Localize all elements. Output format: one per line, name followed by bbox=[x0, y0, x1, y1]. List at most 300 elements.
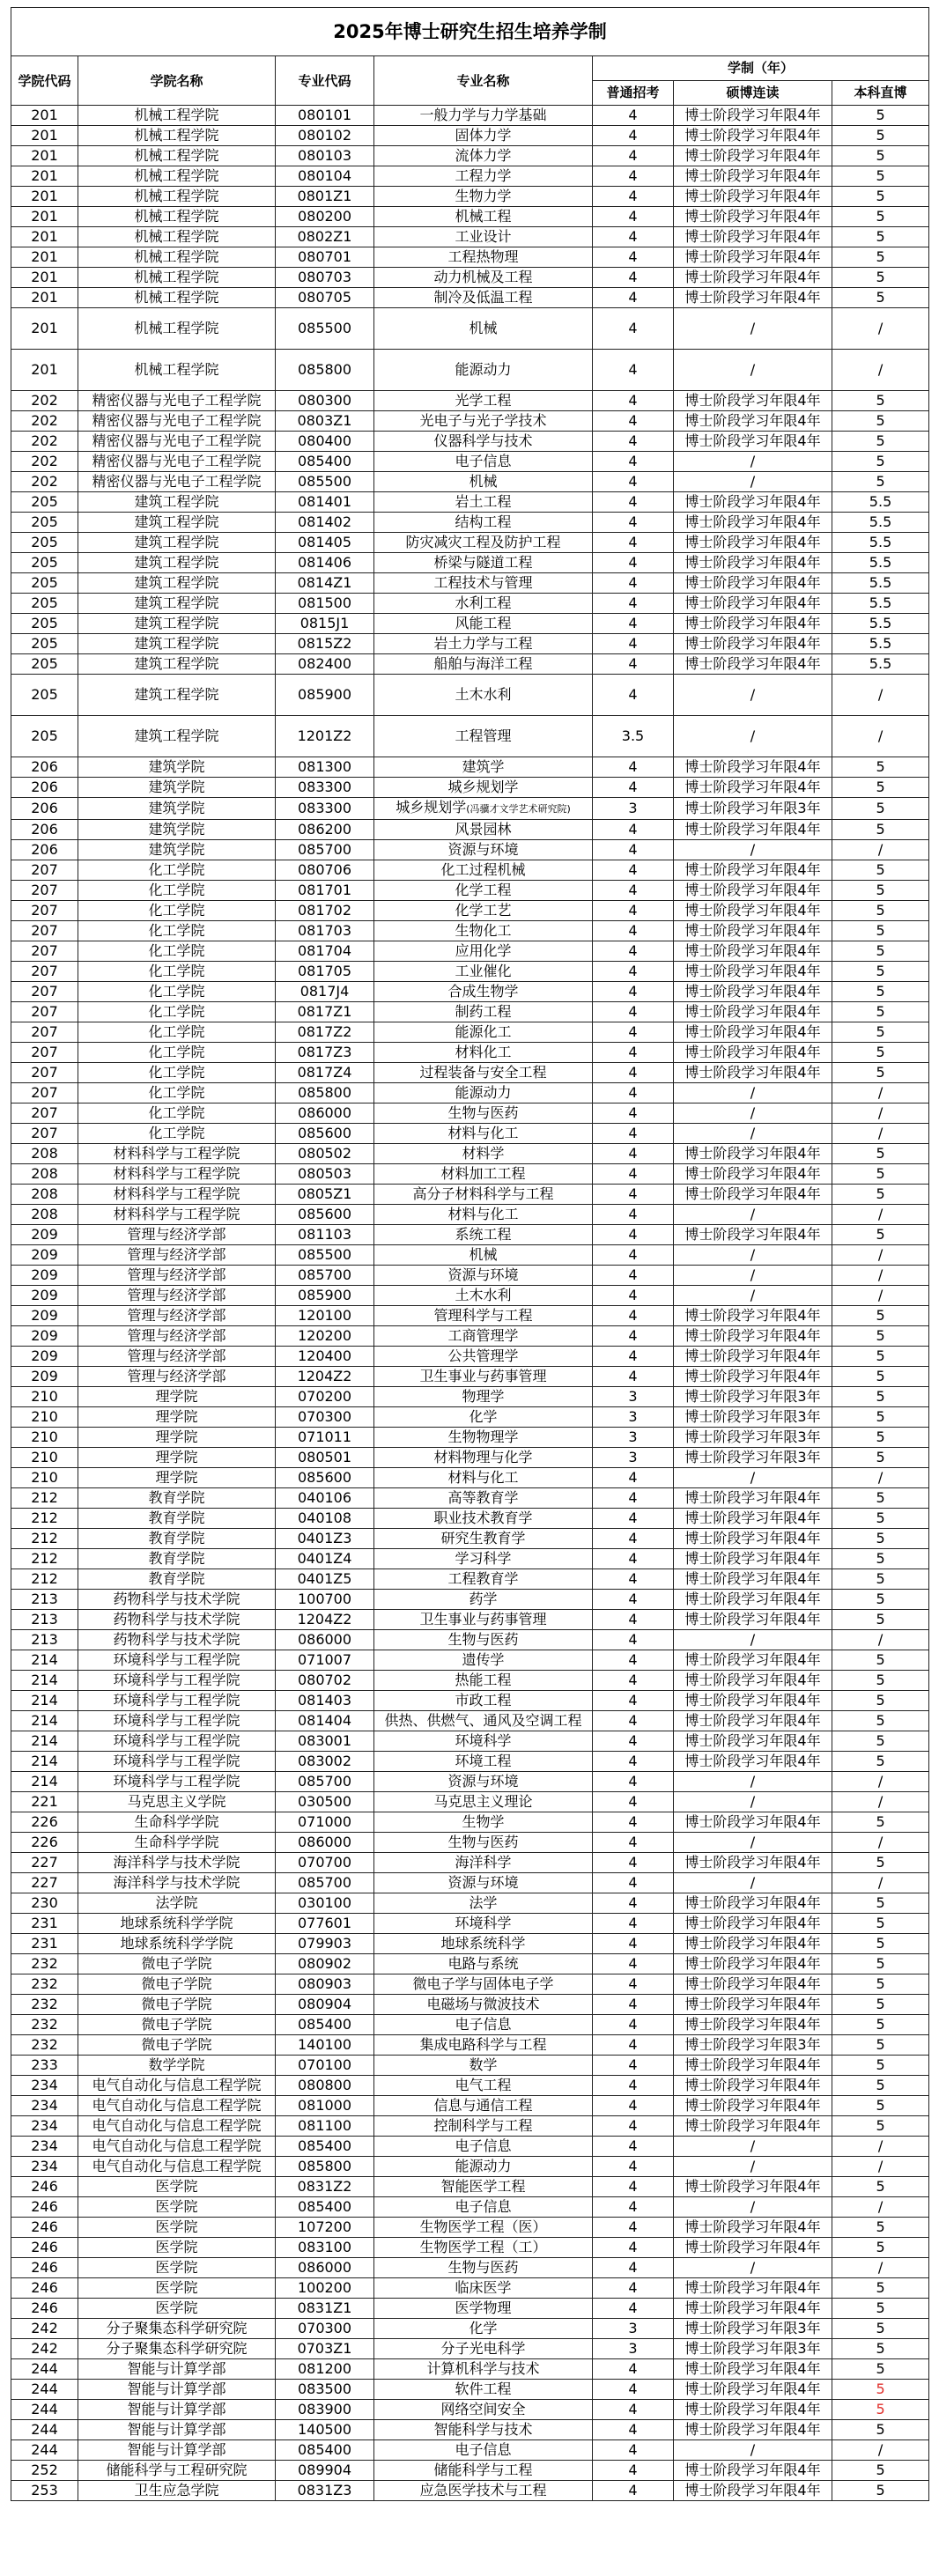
cell-college-code: 209 bbox=[11, 1245, 78, 1266]
cell-college-code: 214 bbox=[11, 1711, 78, 1731]
cell-undergrad-direct: 5 bbox=[832, 1954, 929, 1974]
cell-major-code: 085400 bbox=[276, 452, 374, 472]
cell-master-doctor: 博士阶段学习年限4年 bbox=[674, 1549, 832, 1569]
cell-undergrad-direct: 5 bbox=[832, 2096, 929, 2116]
cell-college-code: 212 bbox=[11, 1488, 78, 1509]
cell-major-name: 资源与环境 bbox=[374, 1873, 593, 1893]
cell-major-name: 生物医学工程（医） bbox=[374, 2218, 593, 2238]
cell-general: 4 bbox=[593, 166, 674, 187]
cell-college-name: 建筑工程学院 bbox=[78, 634, 276, 654]
cell-major-code: 0831Z2 bbox=[276, 2177, 374, 2197]
cell-general: 4 bbox=[593, 1772, 674, 1792]
cell-undergrad-direct: / bbox=[832, 1792, 929, 1812]
cell-major-code: 085800 bbox=[276, 1083, 374, 1103]
cell-master-doctor: 博士阶段学习年限4年 bbox=[674, 778, 832, 798]
cell-undergrad-direct: / bbox=[832, 1772, 929, 1792]
cell-undergrad-direct: 5 bbox=[832, 126, 929, 146]
cell-general: 4 bbox=[593, 513, 674, 533]
table-row bbox=[11, 573, 929, 594]
cell-college-code: 205 bbox=[11, 654, 78, 675]
cell-undergrad-direct: 5.5 bbox=[832, 553, 929, 573]
cell-master-doctor: 博士阶段学习年限4年 bbox=[674, 1185, 832, 1205]
table-row bbox=[11, 1164, 929, 1185]
cell-master-doctor: / bbox=[674, 1468, 832, 1488]
cell-college-code: 234 bbox=[11, 2137, 78, 2157]
cell-major-code: 083002 bbox=[276, 1752, 374, 1772]
cell-undergrad-direct: 5 bbox=[832, 1934, 929, 1954]
cell-major-name: 工程技术与管理 bbox=[374, 573, 593, 594]
cell-master-doctor: 博士阶段学习年限4年 bbox=[674, 288, 832, 308]
cell-master-doctor: 博士阶段学习年限4年 bbox=[674, 1995, 832, 2015]
cell-master-doctor: 博士阶段学习年限4年 bbox=[674, 757, 832, 778]
cell-major-code: 080903 bbox=[276, 1974, 374, 1995]
cell-major-code: 085600 bbox=[276, 1468, 374, 1488]
cell-college-name: 化工学院 bbox=[78, 1083, 276, 1103]
cell-undergrad-direct: 5 bbox=[832, 1995, 929, 2015]
cell-college-code: 234 bbox=[11, 2116, 78, 2137]
cell-undergrad-direct: / bbox=[832, 308, 929, 350]
table-row bbox=[11, 432, 929, 452]
table-row bbox=[11, 2157, 929, 2177]
cell-master-doctor: 博士阶段学习年限4年 bbox=[674, 247, 832, 268]
cell-general: 4 bbox=[593, 1650, 674, 1671]
cell-general: 4 bbox=[593, 1995, 674, 2015]
cell-college-code: 234 bbox=[11, 2076, 78, 2096]
cell-undergrad-direct: / bbox=[832, 1286, 929, 1306]
cell-undergrad-direct: 5 bbox=[832, 1974, 929, 1995]
table-row bbox=[11, 106, 929, 126]
cell-master-doctor: / bbox=[674, 675, 832, 716]
cell-college-code: 221 bbox=[11, 1792, 78, 1812]
cell-undergrad-direct: 5 bbox=[832, 1043, 929, 1063]
cell-undergrad-direct: 5 bbox=[832, 1893, 929, 1914]
cell-general: 4 bbox=[593, 1792, 674, 1812]
cell-college-code: 207 bbox=[11, 1043, 78, 1063]
cell-undergrad-direct: 5 bbox=[832, 1812, 929, 1833]
cell-undergrad-direct: 5 bbox=[832, 1853, 929, 1873]
cell-undergrad-direct: 5 bbox=[832, 2359, 929, 2380]
cell-undergrad-direct: 5 bbox=[832, 881, 929, 901]
cell-general: 4 bbox=[593, 411, 674, 432]
cell-major-code: 085700 bbox=[276, 1873, 374, 1893]
cell-college-name: 教育学院 bbox=[78, 1509, 276, 1529]
cell-general: 4 bbox=[593, 982, 674, 1002]
cell-major-name: 应用化学 bbox=[374, 941, 593, 962]
cell-undergrad-direct: / bbox=[832, 1630, 929, 1650]
cell-master-doctor: 博士阶段学习年限4年 bbox=[674, 126, 832, 146]
cell-college-code: 201 bbox=[11, 308, 78, 350]
table-row bbox=[11, 411, 929, 432]
cell-college-name: 机械工程学院 bbox=[78, 207, 276, 227]
cell-major-code: 080705 bbox=[276, 288, 374, 308]
cell-master-doctor: 博士阶段学习年限4年 bbox=[674, 594, 832, 614]
cell-master-doctor: 博士阶段学习年限4年 bbox=[674, 941, 832, 962]
cell-master-doctor: 博士阶段学习年限4年 bbox=[674, 492, 832, 513]
cell-college-name: 环境科学与工程学院 bbox=[78, 1731, 276, 1752]
header-system: 学制（年） bbox=[593, 56, 929, 81]
cell-general: 3 bbox=[593, 1448, 674, 1468]
cell-major-code: 081100 bbox=[276, 2116, 374, 2137]
table-row bbox=[11, 1731, 929, 1752]
cell-undergrad-direct: 5 bbox=[832, 1731, 929, 1752]
cell-major-name: 水利工程 bbox=[374, 594, 593, 614]
cell-undergrad-direct: 5 bbox=[832, 2056, 929, 2076]
cell-general: 4 bbox=[593, 2116, 674, 2137]
cell-major-code: 081406 bbox=[276, 553, 374, 573]
cell-major-code: 080101 bbox=[276, 106, 374, 126]
table-row bbox=[11, 1083, 929, 1103]
cell-college-code: 202 bbox=[11, 411, 78, 432]
cell-college-code: 207 bbox=[11, 921, 78, 941]
cell-college-code: 207 bbox=[11, 1002, 78, 1022]
cell-master-doctor: / bbox=[674, 1630, 832, 1650]
cell-major-name: 工程教育学 bbox=[374, 1569, 593, 1590]
cell-general: 4 bbox=[593, 1671, 674, 1691]
cell-college-code: 244 bbox=[11, 2420, 78, 2440]
cell-general: 4 bbox=[593, 1873, 674, 1893]
cell-college-name: 机械工程学院 bbox=[78, 126, 276, 146]
cell-major-name: 能源动力 bbox=[374, 350, 593, 391]
cell-general: 4 bbox=[593, 820, 674, 840]
cell-college-name: 管理与经济学部 bbox=[78, 1225, 276, 1245]
table-row bbox=[11, 1650, 929, 1671]
table-row bbox=[11, 654, 929, 675]
cell-major-code: 0401Z5 bbox=[276, 1569, 374, 1590]
cell-general: 3 bbox=[593, 1407, 674, 1428]
table-row bbox=[11, 2076, 929, 2096]
cell-college-code: 207 bbox=[11, 1022, 78, 1043]
cell-major-code: 085700 bbox=[276, 840, 374, 860]
cell-major-name: 生物力学 bbox=[374, 187, 593, 207]
cell-college-code: 226 bbox=[11, 1833, 78, 1853]
cell-major-name: 热能工程 bbox=[374, 1671, 593, 1691]
cell-master-doctor: 博士阶段学习年限4年 bbox=[674, 1144, 832, 1164]
program-table bbox=[11, 7, 929, 2501]
cell-master-doctor: / bbox=[674, 2440, 832, 2461]
cell-undergrad-direct: 5 bbox=[832, 1306, 929, 1326]
cell-college-name: 机械工程学院 bbox=[78, 308, 276, 350]
cell-college-code: 208 bbox=[11, 1144, 78, 1164]
cell-major-code: 083300 bbox=[276, 798, 374, 820]
cell-college-name: 环境科学与工程学院 bbox=[78, 1650, 276, 1671]
cell-major-name: 结构工程 bbox=[374, 513, 593, 533]
table-row bbox=[11, 533, 929, 553]
cell-major-code: 030500 bbox=[276, 1792, 374, 1812]
cell-undergrad-direct: / bbox=[832, 1124, 929, 1144]
cell-general: 4 bbox=[593, 1124, 674, 1144]
cell-major-name: 软件工程 bbox=[374, 2380, 593, 2400]
cell-college-code: 206 bbox=[11, 778, 78, 798]
cell-major-code: 080102 bbox=[276, 126, 374, 146]
cell-master-doctor: / bbox=[674, 350, 832, 391]
cell-undergrad-direct: 5 bbox=[832, 941, 929, 962]
cell-major-code: 083500 bbox=[276, 2380, 374, 2400]
cell-major-name: 工业设计 bbox=[374, 227, 593, 247]
cell-college-name: 环境科学与工程学院 bbox=[78, 1711, 276, 1731]
cell-general: 4 bbox=[593, 2380, 674, 2400]
cell-college-code: 201 bbox=[11, 166, 78, 187]
cell-college-code: 242 bbox=[11, 2339, 78, 2359]
cell-college-name: 生命科学学院 bbox=[78, 1833, 276, 1853]
cell-major-code: 0817Z1 bbox=[276, 1002, 374, 1022]
cell-general: 4 bbox=[593, 308, 674, 350]
cell-general: 4 bbox=[593, 1225, 674, 1245]
table-row bbox=[11, 820, 929, 840]
cell-general: 4 bbox=[593, 227, 674, 247]
table-row bbox=[11, 1266, 929, 1286]
cell-college-name: 教育学院 bbox=[78, 1529, 276, 1549]
cell-general: 4 bbox=[593, 1245, 674, 1266]
table-row bbox=[11, 1934, 929, 1954]
cell-undergrad-direct: 5 bbox=[832, 1488, 929, 1509]
cell-undergrad-direct: 5 bbox=[832, 778, 929, 798]
table-row bbox=[11, 268, 929, 288]
cell-college-name: 生命科学学院 bbox=[78, 1812, 276, 1833]
cell-major-name: 药学 bbox=[374, 1590, 593, 1610]
cell-undergrad-direct: 5 bbox=[832, 1063, 929, 1083]
cell-major-code: 070300 bbox=[276, 1407, 374, 1428]
cell-major-name: 管理科学与工程 bbox=[374, 1306, 593, 1326]
cell-college-name: 机械工程学院 bbox=[78, 106, 276, 126]
table-row bbox=[11, 921, 929, 941]
cell-master-doctor: 博士阶段学习年限4年 bbox=[674, 1488, 832, 1509]
cell-college-name: 医学院 bbox=[78, 2197, 276, 2218]
cell-master-doctor: 博士阶段学习年限3年 bbox=[674, 1448, 832, 1468]
table-row bbox=[11, 166, 929, 187]
cell-college-name: 管理与经济学部 bbox=[78, 1326, 276, 1347]
cell-major-name: 微电子学与固体电子学 bbox=[374, 1974, 593, 1995]
cell-general: 4 bbox=[593, 2137, 674, 2157]
cell-major-code: 140100 bbox=[276, 2035, 374, 2056]
cell-major-code: 085800 bbox=[276, 2157, 374, 2177]
cell-master-doctor: 博士阶段学习年限4年 bbox=[674, 1914, 832, 1934]
cell-college-name: 药物科学与技术学院 bbox=[78, 1630, 276, 1650]
cell-college-code: 246 bbox=[11, 2258, 78, 2278]
table-row bbox=[11, 1812, 929, 1833]
cell-master-doctor: 博士阶段学习年限4年 bbox=[674, 1752, 832, 1772]
cell-major-code: 080300 bbox=[276, 391, 374, 411]
table-row bbox=[11, 1306, 929, 1326]
cell-undergrad-direct: 5 bbox=[832, 432, 929, 452]
table-row bbox=[11, 2177, 929, 2197]
cell-college-code: 214 bbox=[11, 1650, 78, 1671]
cell-major-name: 智能医学工程 bbox=[374, 2177, 593, 2197]
cell-undergrad-direct: 5 bbox=[832, 798, 929, 820]
cell-major-name: 化学 bbox=[374, 1407, 593, 1428]
cell-major-name: 网络空间安全 bbox=[374, 2400, 593, 2420]
cell-major-code: 0802Z1 bbox=[276, 227, 374, 247]
cell-undergrad-direct: 5 bbox=[832, 901, 929, 921]
cell-master-doctor: 博士阶段学习年限4年 bbox=[674, 513, 832, 533]
cell-college-code: 231 bbox=[11, 1934, 78, 1954]
cell-college-name: 化工学院 bbox=[78, 901, 276, 921]
cell-major-name: 建筑学 bbox=[374, 757, 593, 778]
table-row bbox=[11, 2461, 929, 2481]
cell-general: 4 bbox=[593, 1164, 674, 1185]
cell-college-name: 管理与经济学部 bbox=[78, 1347, 276, 1367]
header-major-name: 专业名称 bbox=[374, 56, 593, 106]
cell-college-name: 智能与计算学部 bbox=[78, 2380, 276, 2400]
cell-college-name: 分子聚集态科学研究院 bbox=[78, 2319, 276, 2339]
cell-general: 4 bbox=[593, 840, 674, 860]
cell-general: 4 bbox=[593, 2177, 674, 2197]
cell-major-code: 0703Z1 bbox=[276, 2339, 374, 2359]
table-row bbox=[11, 1347, 929, 1367]
table-row bbox=[11, 941, 929, 962]
cell-master-doctor: 博士阶段学习年限4年 bbox=[674, 1812, 832, 1833]
cell-undergrad-direct: 5 bbox=[832, 1711, 929, 1731]
cell-master-doctor: 博士阶段学习年限4年 bbox=[674, 1691, 832, 1711]
cell-undergrad-direct: / bbox=[832, 1083, 929, 1103]
table-row bbox=[11, 2218, 929, 2238]
cell-college-name: 地球系统科学学院 bbox=[78, 1914, 276, 1934]
cell-major-name: 化学工艺 bbox=[374, 901, 593, 921]
cell-master-doctor: 博士阶段学习年限4年 bbox=[674, 2238, 832, 2258]
cell-general: 4 bbox=[593, 1509, 674, 1529]
cell-college-name: 电气自动化与信息工程学院 bbox=[78, 2116, 276, 2137]
table-row bbox=[11, 675, 929, 716]
cell-undergrad-direct: 5 bbox=[832, 1752, 929, 1772]
cell-undergrad-direct: 5 bbox=[832, 860, 929, 881]
cell-undergrad-direct: 5 bbox=[832, 1569, 929, 1590]
cell-college-name: 医学院 bbox=[78, 2218, 276, 2238]
table-row bbox=[11, 1124, 929, 1144]
table-row bbox=[11, 860, 929, 881]
cell-major-name: 工商管理学 bbox=[374, 1326, 593, 1347]
cell-major-name: 生物与医药 bbox=[374, 1833, 593, 1853]
cell-major-name: 高分子材料科学与工程 bbox=[374, 1185, 593, 1205]
table-row bbox=[11, 2056, 929, 2076]
cell-undergrad-direct: 5 bbox=[832, 921, 929, 941]
cell-general: 4 bbox=[593, 2258, 674, 2278]
cell-college-code: 207 bbox=[11, 881, 78, 901]
cell-undergrad-direct: / bbox=[832, 1205, 929, 1225]
cell-college-code: 207 bbox=[11, 1103, 78, 1124]
cell-college-code: 206 bbox=[11, 820, 78, 840]
cell-major-name: 岩土工程 bbox=[374, 492, 593, 513]
cell-major-code: 081704 bbox=[276, 941, 374, 962]
cell-major-code: 0817Z4 bbox=[276, 1063, 374, 1083]
cell-major-name: 土木水利 bbox=[374, 675, 593, 716]
cell-major-code: 070100 bbox=[276, 2056, 374, 2076]
cell-general: 4 bbox=[593, 106, 674, 126]
cell-college-code: 246 bbox=[11, 2218, 78, 2238]
cell-college-code: 209 bbox=[11, 1367, 78, 1387]
cell-undergrad-direct: 5 bbox=[832, 1691, 929, 1711]
table-row bbox=[11, 1549, 929, 1569]
cell-major-name: 智能科学与技术 bbox=[374, 2420, 593, 2440]
cell-major-code: 120400 bbox=[276, 1347, 374, 1367]
cell-major-name: 流体力学 bbox=[374, 146, 593, 166]
cell-college-code: 201 bbox=[11, 106, 78, 126]
cell-undergrad-direct: 5 bbox=[832, 1164, 929, 1185]
cell-undergrad-direct: 5 bbox=[832, 1671, 929, 1691]
cell-college-code: 246 bbox=[11, 2299, 78, 2319]
table-row bbox=[11, 308, 929, 350]
cell-undergrad-direct: 5 bbox=[832, 1347, 929, 1367]
table-row bbox=[11, 1853, 929, 1873]
cell-major-code: 085900 bbox=[276, 1286, 374, 1306]
cell-master-doctor: 博士阶段学习年限4年 bbox=[674, 962, 832, 982]
cell-major-name: 生物化工 bbox=[374, 921, 593, 941]
cell-college-name: 微电子学院 bbox=[78, 1974, 276, 1995]
table-row bbox=[11, 1752, 929, 1772]
cell-college-name: 管理与经济学部 bbox=[78, 1266, 276, 1286]
cell-undergrad-direct: 5 bbox=[832, 166, 929, 187]
cell-college-name: 环境科学与工程学院 bbox=[78, 1752, 276, 1772]
cell-general: 4 bbox=[593, 1954, 674, 1974]
cell-general: 4 bbox=[593, 1286, 674, 1306]
table-row bbox=[11, 2258, 929, 2278]
cell-major-code: 083001 bbox=[276, 1731, 374, 1752]
cell-college-name: 材料科学与工程学院 bbox=[78, 1185, 276, 1205]
page-title: 2025年博士研究生招生培养学制 bbox=[11, 8, 929, 56]
cell-major-name: 能源动力 bbox=[374, 2157, 593, 2177]
cell-master-doctor: 博士阶段学习年限4年 bbox=[674, 2359, 832, 2380]
cell-master-doctor: / bbox=[674, 1833, 832, 1853]
cell-general: 4 bbox=[593, 1812, 674, 1833]
cell-major-code: 081403 bbox=[276, 1691, 374, 1711]
cell-college-name: 建筑工程学院 bbox=[78, 675, 276, 716]
cell-college-name: 卫生应急学院 bbox=[78, 2481, 276, 2501]
cell-major-code: 085600 bbox=[276, 1205, 374, 1225]
cell-college-code: 213 bbox=[11, 1590, 78, 1610]
cell-college-code: 208 bbox=[11, 1164, 78, 1185]
cell-master-doctor: 博士阶段学习年限4年 bbox=[674, 2015, 832, 2035]
table-row bbox=[11, 1428, 929, 1448]
cell-major-name: 医学物理 bbox=[374, 2299, 593, 2319]
cell-undergrad-direct: 5.5 bbox=[832, 492, 929, 513]
cell-undergrad-direct: 5 bbox=[832, 982, 929, 1002]
cell-major-code: 085800 bbox=[276, 350, 374, 391]
cell-master-doctor: / bbox=[674, 2258, 832, 2278]
cell-master-doctor: 博士阶段学习年限3年 bbox=[674, 2319, 832, 2339]
cell-general: 4 bbox=[593, 1326, 674, 1347]
cell-general: 4 bbox=[593, 2278, 674, 2299]
cell-general: 4 bbox=[593, 1043, 674, 1063]
cell-major-code: 081500 bbox=[276, 594, 374, 614]
table-row bbox=[11, 1448, 929, 1468]
cell-general: 4 bbox=[593, 1022, 674, 1043]
cell-major-name: 学习科学 bbox=[374, 1549, 593, 1569]
cell-major-code: 120200 bbox=[276, 1326, 374, 1347]
cell-college-code: 207 bbox=[11, 1063, 78, 1083]
cell-major-code: 1201Z2 bbox=[276, 716, 374, 757]
cell-master-doctor: / bbox=[674, 2137, 832, 2157]
cell-general: 4 bbox=[593, 1833, 674, 1853]
cell-undergrad-direct: 5 bbox=[832, 2076, 929, 2096]
cell-general: 4 bbox=[593, 2157, 674, 2177]
table-row bbox=[11, 2116, 929, 2137]
cell-major-name: 马克思主义理论 bbox=[374, 1792, 593, 1812]
cell-major-code: 085400 bbox=[276, 2440, 374, 2461]
cell-major-code: 083100 bbox=[276, 2238, 374, 2258]
cell-master-doctor: 博士阶段学习年限4年 bbox=[674, 1650, 832, 1671]
cell-master-doctor: 博士阶段学习年限3年 bbox=[674, 2339, 832, 2359]
cell-master-doctor: 博士阶段学习年限4年 bbox=[674, 391, 832, 411]
table-row bbox=[11, 2299, 929, 2319]
cell-major-name: 材料学 bbox=[374, 1144, 593, 1164]
cell-college-name: 建筑工程学院 bbox=[78, 553, 276, 573]
cell-college-code: 201 bbox=[11, 247, 78, 268]
cell-undergrad-direct: 5 bbox=[832, 187, 929, 207]
cell-major-code: 040108 bbox=[276, 1509, 374, 1529]
cell-general: 3 bbox=[593, 2339, 674, 2359]
table-row bbox=[11, 391, 929, 411]
cell-college-name: 化工学院 bbox=[78, 1043, 276, 1063]
cell-general: 4 bbox=[593, 2238, 674, 2258]
cell-college-code: 205 bbox=[11, 594, 78, 614]
